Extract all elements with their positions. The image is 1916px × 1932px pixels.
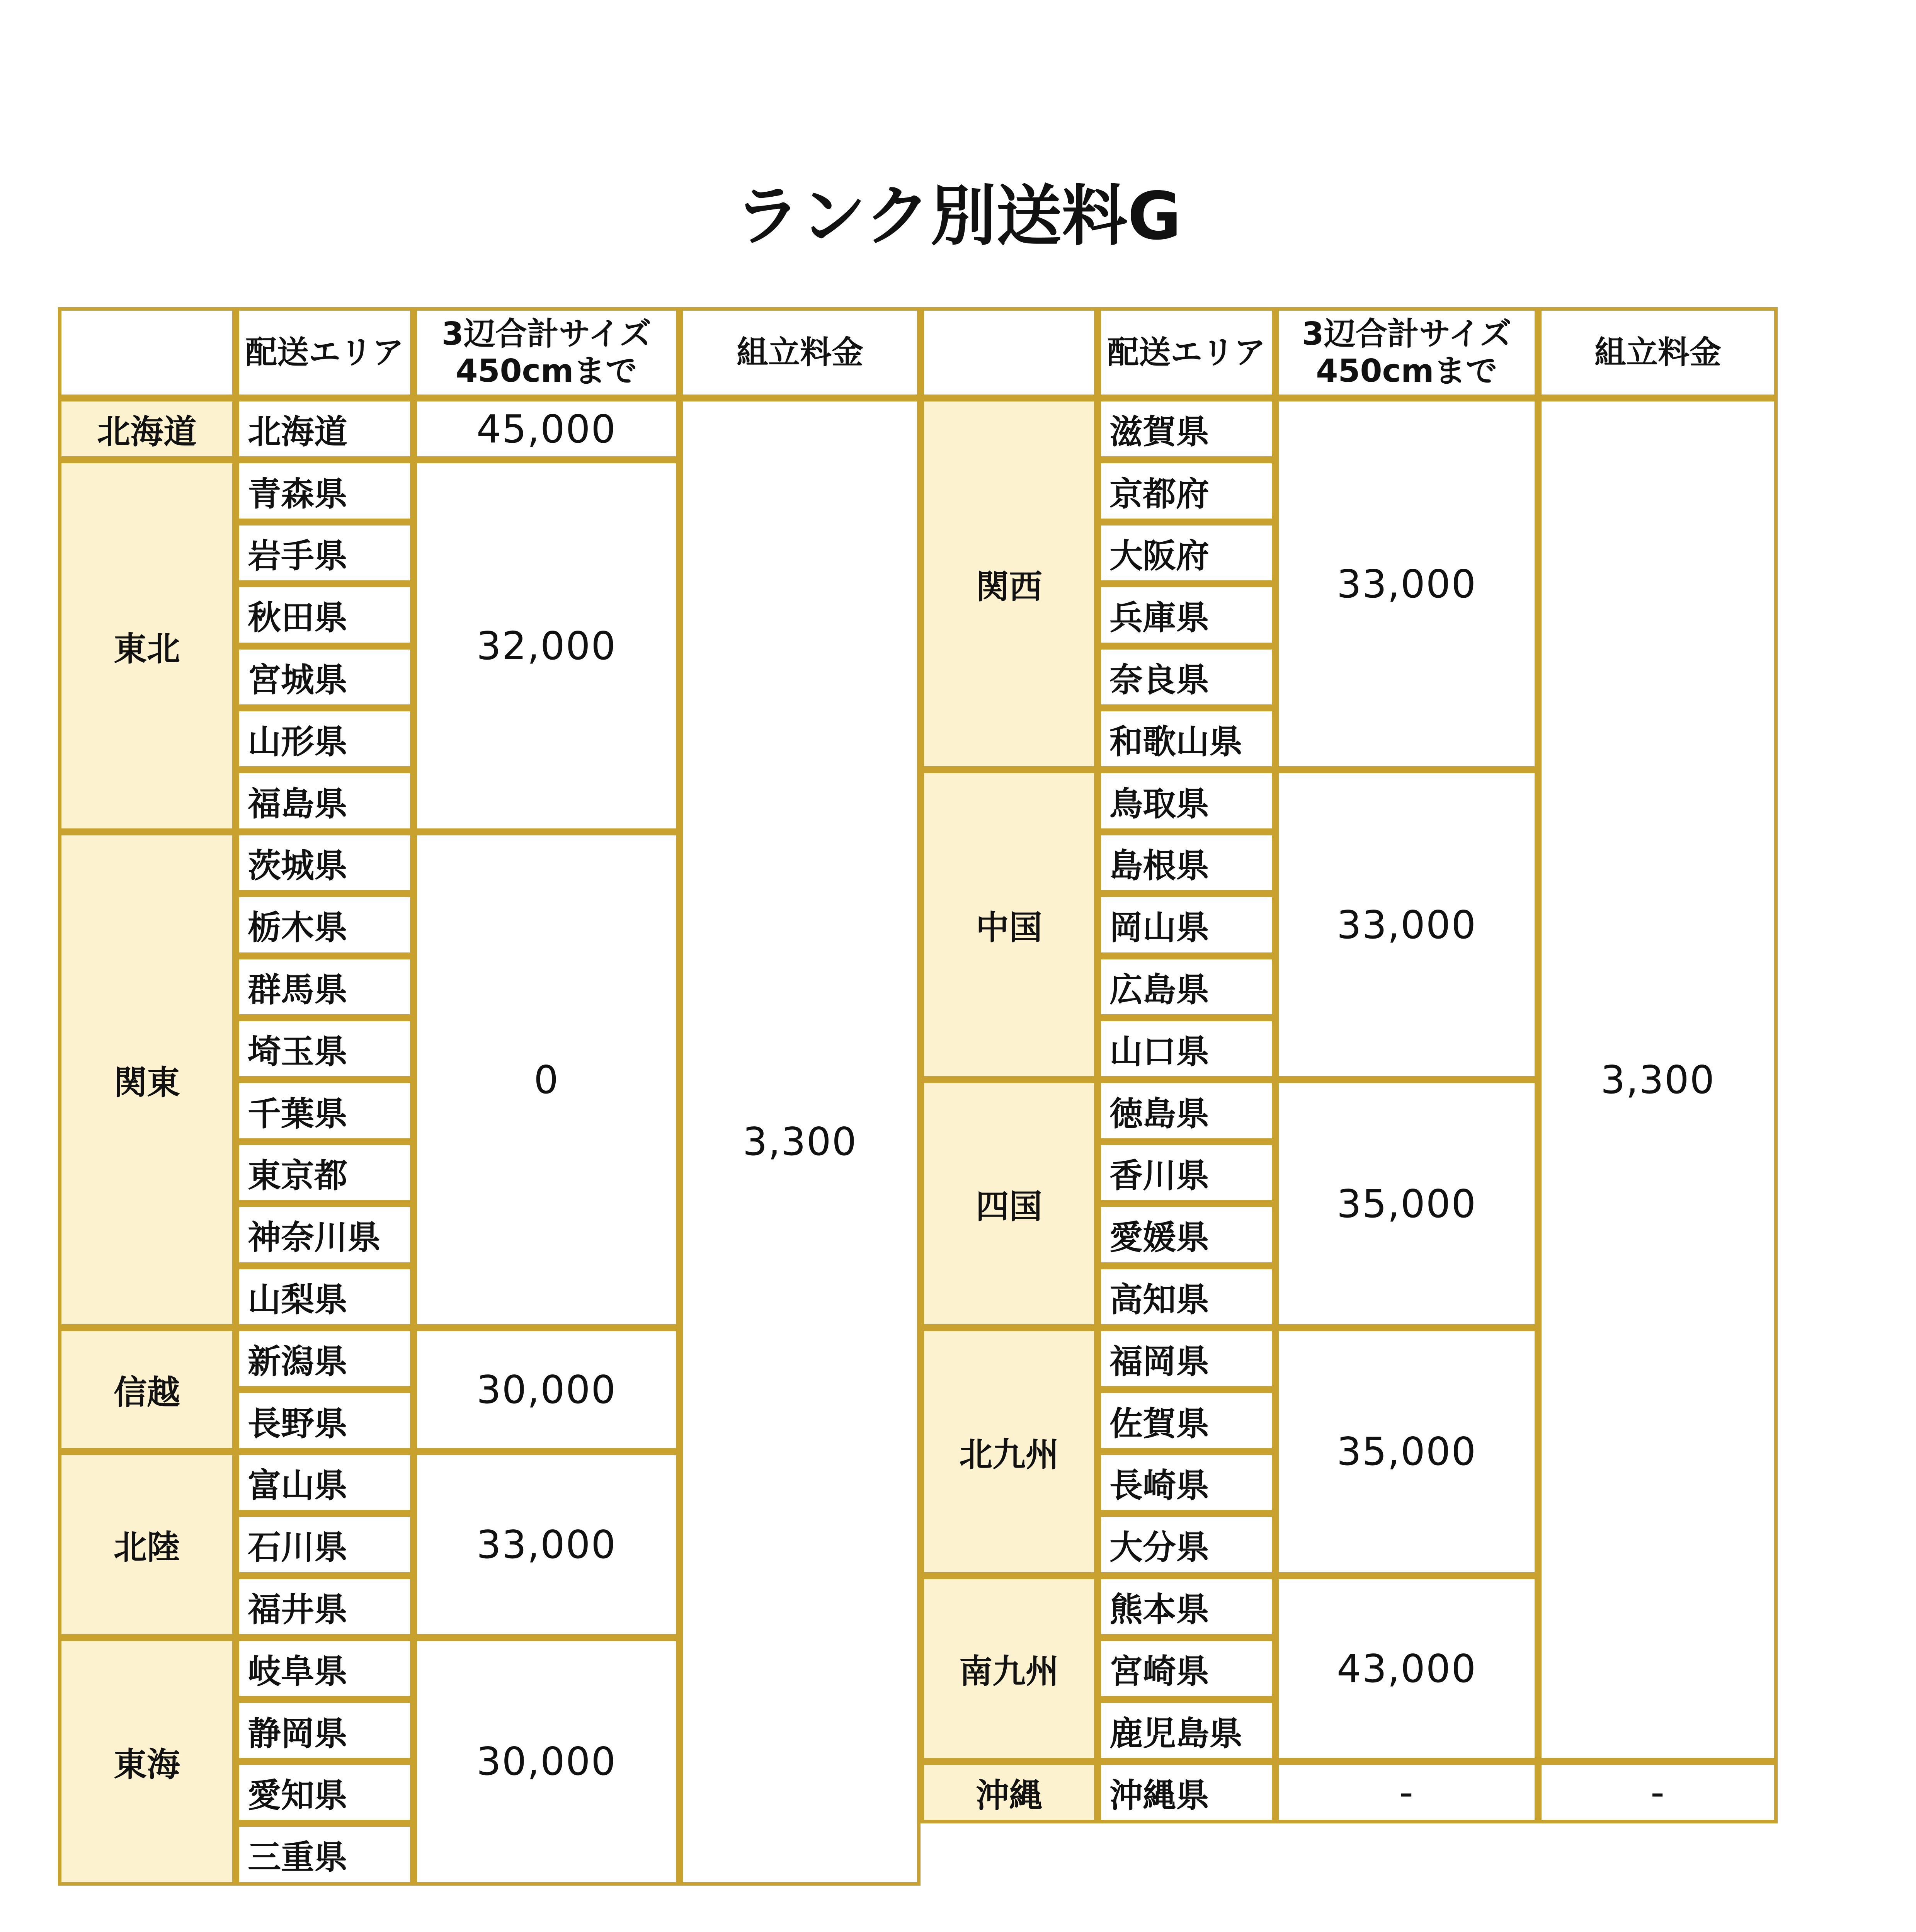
region-name: 東海 xyxy=(58,1638,236,1886)
prefecture-cell: 愛知県 xyxy=(236,1762,413,1823)
prefecture-cell: 熊本県 xyxy=(1098,1576,1275,1638)
left-header-assembly: 組立料金 xyxy=(679,307,921,398)
left-header-size-line2: 450cmまで xyxy=(456,352,637,389)
prefecture-cell: 和歌山県 xyxy=(1098,708,1275,770)
region-name: 関西 xyxy=(921,398,1098,770)
prefecture-cell: 徳島県 xyxy=(1098,1080,1275,1141)
prefecture-cell: 山口県 xyxy=(1098,1018,1275,1080)
shipping-price: 30,000 xyxy=(413,1328,679,1452)
prefecture-cell: 長崎県 xyxy=(1098,1452,1275,1514)
right-header-size-line1: 3辺合計サイズ xyxy=(1302,315,1512,352)
prefecture-cell: 岐阜県 xyxy=(236,1638,413,1699)
prefecture-cell: 兵庫県 xyxy=(1098,584,1275,646)
shipping-price: 35,000 xyxy=(1275,1080,1538,1328)
region-name: 北海道 xyxy=(58,398,236,460)
region-name: 沖縄 xyxy=(921,1762,1098,1823)
right-header-area: 配送エリア xyxy=(1098,307,1275,398)
prefecture-cell: 三重県 xyxy=(236,1823,413,1885)
prefecture-cell: 宮崎県 xyxy=(1098,1638,1275,1699)
prefecture-cell: 秋田県 xyxy=(236,584,413,646)
prefecture-cell: 山梨県 xyxy=(236,1266,413,1328)
shipping-price: - xyxy=(1275,1762,1538,1823)
prefecture-cell: 福島県 xyxy=(236,770,413,832)
right-header-assembly: 組立料金 xyxy=(1538,307,1778,398)
prefecture-cell: 香川県 xyxy=(1098,1142,1275,1204)
prefecture-cell: 大分県 xyxy=(1098,1514,1275,1575)
left-header-corner xyxy=(58,307,236,398)
right-header-size-line2: 450cmまで xyxy=(1316,352,1497,389)
prefecture-cell: 静岡県 xyxy=(236,1699,413,1761)
assembly-fee: 3,300 xyxy=(679,398,921,1886)
region-name: 中国 xyxy=(921,770,1098,1080)
region-name: 信越 xyxy=(58,1328,236,1452)
shipping-price: 35,000 xyxy=(1275,1328,1538,1576)
prefecture-cell: 福井県 xyxy=(236,1576,413,1638)
prefecture-cell: 京都府 xyxy=(1098,460,1275,522)
shipping-price: 0 xyxy=(413,832,679,1328)
prefecture-cell: 奈良県 xyxy=(1098,646,1275,708)
shipping-price: 30,000 xyxy=(413,1638,679,1886)
page-title: ランク別送料G xyxy=(734,178,1182,255)
prefecture-cell: 東京都 xyxy=(236,1142,413,1204)
prefecture-cell: 富山県 xyxy=(236,1452,413,1514)
right-header-corner xyxy=(921,307,1098,398)
region-name: 四国 xyxy=(921,1080,1098,1328)
prefecture-cell: 北海道 xyxy=(236,398,413,460)
left-header-area: 配送エリア xyxy=(236,307,413,398)
prefecture-cell: 群馬県 xyxy=(236,956,413,1018)
prefecture-cell: 福岡県 xyxy=(1098,1328,1275,1389)
prefecture-cell: 岡山県 xyxy=(1098,894,1275,956)
region-name: 南九州 xyxy=(921,1576,1098,1762)
prefecture-cell: 高知県 xyxy=(1098,1266,1275,1328)
prefecture-cell: 愛媛県 xyxy=(1098,1204,1275,1265)
prefecture-cell: 島根県 xyxy=(1098,832,1275,894)
prefecture-cell: 大阪府 xyxy=(1098,522,1275,584)
region-name: 関東 xyxy=(58,832,236,1328)
prefecture-cell: 栃木県 xyxy=(236,894,413,956)
prefecture-cell: 鹿児島県 xyxy=(1098,1699,1275,1761)
shipping-price: 43,000 xyxy=(1275,1576,1538,1762)
prefecture-cell: 茨城県 xyxy=(236,832,413,894)
shipping-price: 45,000 xyxy=(413,398,679,460)
shipping-price: 33,000 xyxy=(413,1452,679,1638)
assembly-fee: 3,300 xyxy=(1538,398,1778,1762)
right-header-size xyxy=(1275,307,1538,398)
shipping-price: 33,000 xyxy=(1275,398,1538,770)
region-name: 北九州 xyxy=(921,1328,1098,1576)
prefecture-cell: 石川県 xyxy=(236,1514,413,1575)
prefecture-cell: 佐賀県 xyxy=(1098,1389,1275,1451)
prefecture-cell: 山形県 xyxy=(236,708,413,770)
prefecture-cell: 鳥取県 xyxy=(1098,770,1275,832)
prefecture-cell: 滋賀県 xyxy=(1098,398,1275,460)
prefecture-cell: 長野県 xyxy=(236,1389,413,1451)
region-name: 北陸 xyxy=(58,1452,236,1638)
prefecture-cell: 千葉県 xyxy=(236,1080,413,1141)
prefecture-cell: 沖縄県 xyxy=(1098,1762,1275,1823)
prefecture-cell: 岩手県 xyxy=(236,522,413,584)
region-name: 東北 xyxy=(58,460,236,832)
prefecture-cell: 新潟県 xyxy=(236,1328,413,1389)
prefecture-cell: 埼玉県 xyxy=(236,1018,413,1080)
prefecture-cell: 宮城県 xyxy=(236,646,413,708)
shipping-price: 33,000 xyxy=(1275,770,1538,1080)
left-header-size xyxy=(413,307,679,398)
prefecture-cell: 神奈川県 xyxy=(236,1204,413,1265)
prefecture-cell: 広島県 xyxy=(1098,956,1275,1018)
shipping-price: 32,000 xyxy=(413,460,679,832)
prefecture-cell: 青森県 xyxy=(236,460,413,522)
left-header-size-line1: 3辺合計サイズ xyxy=(441,315,652,352)
assembly-fee: - xyxy=(1538,1762,1778,1823)
